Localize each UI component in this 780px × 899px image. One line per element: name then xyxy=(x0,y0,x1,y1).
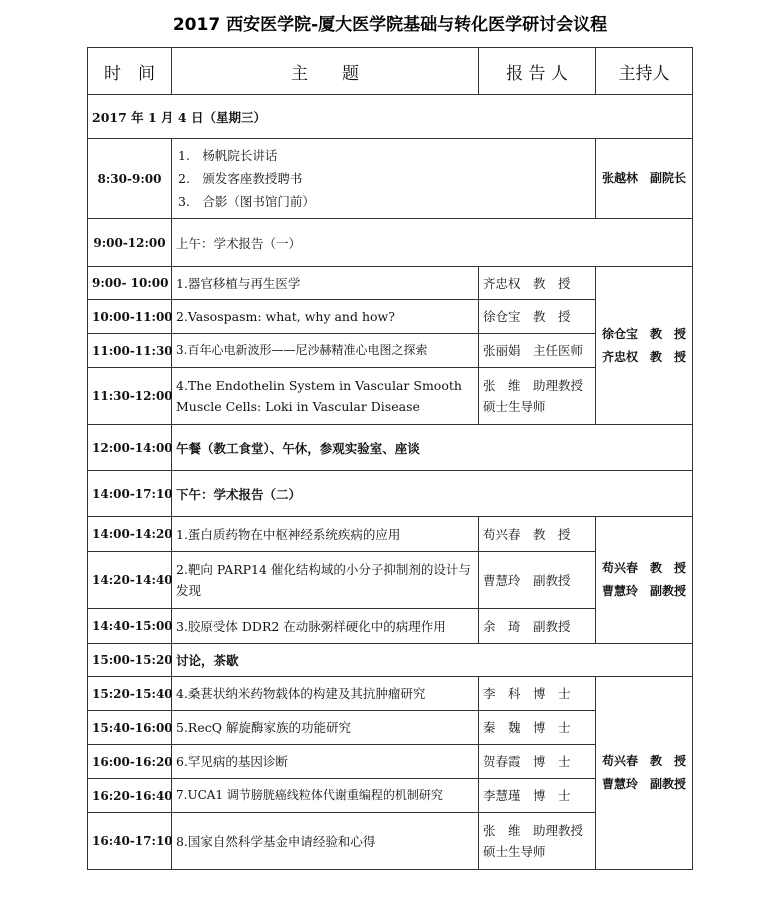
speaker-line: 硕士生导师 xyxy=(483,399,546,414)
talk-speaker: 曹慧玲 副教授 xyxy=(479,552,596,609)
talk-speaker: 齐忠权 教 授 xyxy=(479,267,596,300)
session2-label: 下午：学术报告（二） xyxy=(172,471,693,517)
session1-time: 9:00-12:00 xyxy=(88,219,172,267)
talk-speaker: 贺春霞 博 士 xyxy=(479,745,596,779)
day-row xyxy=(88,95,693,139)
host-name: 齐忠权 教 授 xyxy=(601,349,686,364)
talk-row xyxy=(88,267,693,300)
header-row xyxy=(88,48,693,95)
talk-time: 10:00-11:00 xyxy=(88,300,172,334)
opening-item: 2. 颁发客座教授聘书 xyxy=(178,171,303,186)
host-name: 苟兴春 教 授 xyxy=(601,754,686,768)
talk-speaker xyxy=(479,368,596,425)
talk-topic: 8.国家自然科学基金申请经验和心得 xyxy=(172,813,479,870)
talk-time: 16:40-17:10 xyxy=(88,813,172,870)
talk-speaker: 徐仓宝 教 授 xyxy=(479,300,596,334)
talk-time: 9:00- 10:00 xyxy=(88,267,172,300)
opening-row xyxy=(88,139,693,219)
talk-speaker: 秦 魏 博 士 xyxy=(479,711,596,745)
host-name: 曹慧玲 副教授 xyxy=(601,777,686,791)
host-name: 苟兴春 教 授 xyxy=(601,561,686,575)
talk-topic: 2.Vasospasm: what, why and how? xyxy=(172,300,479,334)
talk-row xyxy=(88,517,693,552)
talk-speaker: 李慧瑾 博 士 xyxy=(479,779,596,813)
talk-topic: 4.桑葚状纳米药物载体的构建及其抗肿瘤研究 xyxy=(172,677,479,711)
talk-speaker: 张丽娟 主任医师 xyxy=(479,334,596,368)
talk-time: 14:20-14:40 xyxy=(88,552,172,609)
lunch-time: 12:00-14:00 xyxy=(88,425,172,471)
speaker-line: 硕士生导师 xyxy=(483,844,546,859)
talk-topic: 4.The Endothelin System in Vascular Smooth Muscle Cells: Loki in Vascular Disease xyxy=(172,368,479,425)
session2-row xyxy=(88,471,693,517)
talk-time: 14:40-15:00 xyxy=(88,609,172,644)
page-title: 2017 西安医学院-厦大医学院基础与转化医学研讨会议程 xyxy=(172,15,608,35)
opening-item: 3. 合影（图书馆门前） xyxy=(178,194,315,209)
talk-topic: 3.百年心电新波形——尼沙赫精准心电图之探索 xyxy=(172,334,479,368)
talk-time: 11:30-12:00 xyxy=(88,368,172,425)
talk-speaker: 李 科 博 士 xyxy=(479,677,596,711)
header-speaker: 报 告 人 xyxy=(479,48,596,95)
lunch-row xyxy=(88,425,693,471)
session2-hosts xyxy=(596,517,693,644)
talk-speaker: 苟兴春 教 授 xyxy=(479,517,596,552)
talk-topic: 7.UCA1 调节膀胱癌线粒体代谢重编程的机制研究 xyxy=(172,779,479,813)
talk-topic: 1.器官移植与再生医学 xyxy=(172,267,479,300)
lunch-label: 午餐（教工食堂）、午休，参观实验室、座谈 xyxy=(172,425,693,471)
session3-hosts xyxy=(596,677,693,870)
agenda-table xyxy=(87,47,693,870)
talk-time: 15:40-16:00 xyxy=(88,711,172,745)
session1-hosts xyxy=(596,267,693,425)
header-topic: 主 题 xyxy=(172,48,479,95)
talk-row xyxy=(88,677,693,711)
talk-speaker xyxy=(479,813,596,870)
speaker-line: 张 维 助理教授 xyxy=(483,378,584,393)
talk-topic: 6.罕见病的基因诊断 xyxy=(172,745,479,779)
header-host: 主持人 xyxy=(596,48,693,95)
talk-topic: 1.蛋白质药物在中枢神经系统疾病的应用 xyxy=(172,517,479,552)
talk-topic: 5.RecQ 解旋酶家族的功能研究 xyxy=(172,711,479,745)
talk-time: 15:20-15:40 xyxy=(88,677,172,711)
opening-time: 8:30-9:00 xyxy=(88,139,172,219)
session2-time: 14:00-17:10 xyxy=(88,471,172,517)
day-label: 2017 年 1 月 4 日（星期三） xyxy=(88,95,693,139)
session1-label: 上午：学术报告（一） xyxy=(172,219,693,267)
speaker-line: 张 维 助理教授 xyxy=(483,823,584,838)
talk-time: 11:00-11:30 xyxy=(88,334,172,368)
break-time: 15:00-15:20 xyxy=(88,644,172,677)
host-name: 曹慧玲 副教授 xyxy=(601,584,686,598)
opening-host: 张越林 副院长 xyxy=(596,139,693,219)
opening-item: 1. 杨帆院长讲话 xyxy=(178,148,278,163)
break-row xyxy=(88,644,693,677)
talk-time: 16:00-16:20 xyxy=(88,745,172,779)
opening-items xyxy=(172,139,596,219)
talk-topic: 3.胶原受体 DDR2 在动脉粥样硬化中的病理作用 xyxy=(172,609,479,644)
host-name: 徐仓宝 教 授 xyxy=(601,326,686,341)
talk-time: 16:20-16:40 xyxy=(88,779,172,813)
talk-time: 14:00-14:20 xyxy=(88,517,172,552)
session1-row xyxy=(88,219,693,267)
break-label: 讨论，茶歇 xyxy=(172,644,693,677)
talk-topic: 2.靶向 PARP14 催化结构域的小分子抑制剂的设计与发现 xyxy=(172,552,479,609)
talk-speaker: 余 琦 副教授 xyxy=(479,609,596,644)
header-time: 时 间 xyxy=(88,48,172,95)
